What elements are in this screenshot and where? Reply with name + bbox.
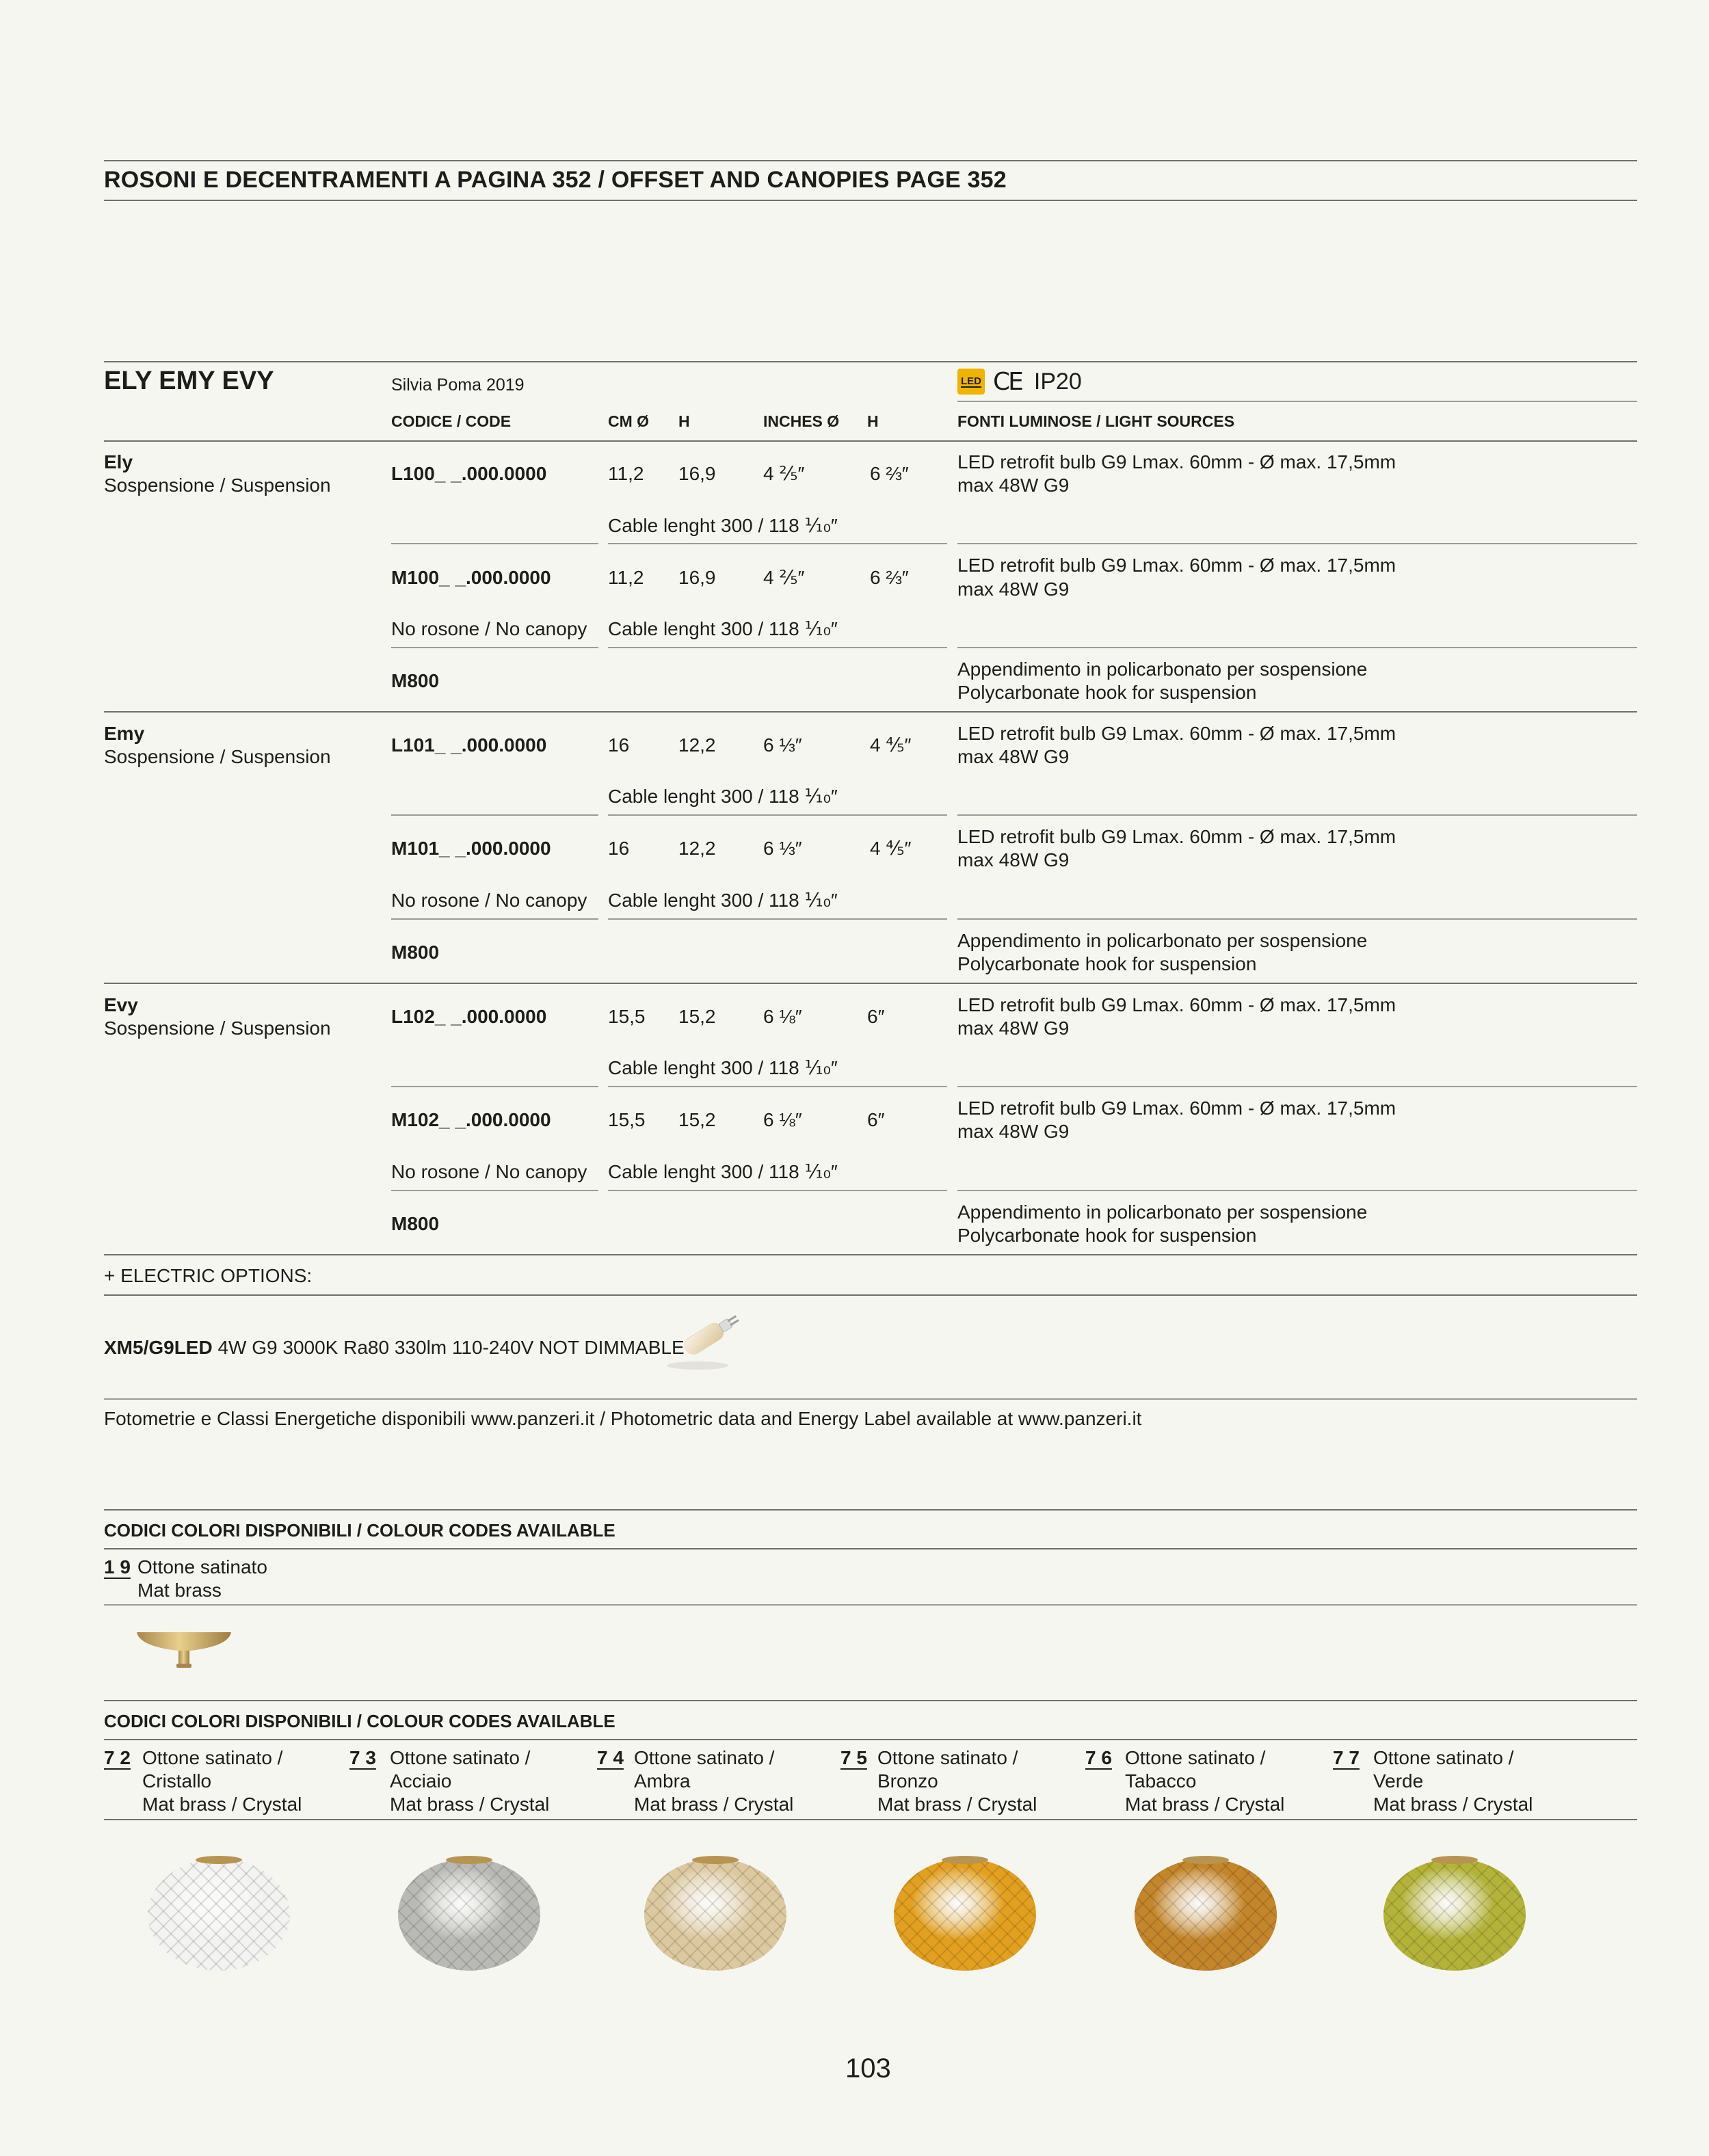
lamp-image-cristallo [144,1846,294,1980]
light-source: LED retrofit bulb G9 Lmax. 60mm - Ø max. 17,5mm [957,555,1396,576]
col-h-inches: H [867,412,879,430]
dim-h: 16,9 [678,567,716,588]
product-code: M800 [391,1213,440,1234]
hook-note: Appendimento in policarbonato per sospensione [957,1201,1368,1223]
dim-h: 16,9 [678,463,716,484]
colour-name-2: Acciaio [390,1770,452,1792]
group-name: Emy [104,723,145,744]
dim-h: 15,2 [678,1109,716,1130]
dim-in: 6 ⅓″ [763,838,802,859]
dim-in: 6 ⅛″ [763,1006,802,1027]
light-source-power: max 48W G9 [957,746,1070,767]
dim-h-in: 6 ⅔″ [870,463,909,484]
lamp-image-ambra [640,1846,791,1980]
product-code: L101_ _.000.0000 [391,734,547,756]
brass-canopy [1182,1856,1229,1864]
colour-name-2: Bronzo [877,1770,938,1792]
electric-option-code: XM5/G9LED [104,1337,213,1358]
dim-in: 4 ⅖″ [763,567,805,588]
light-source: LED retrofit bulb G9 Lmax. 60mm - Ø max. 17,5mm [957,1097,1396,1119]
colour-name: Ottone satinato / [1373,1747,1514,1768]
page-number: 103 [845,2053,891,2084]
colour-codes-heading: CODICI COLORI DISPONIBILI / COLOUR CODES AVAILABLE [104,1711,615,1731]
colour-code-number: 7 2 [104,1747,131,1768]
group-name: Ely [104,451,133,473]
hook-note: Appendimento in policarbonato per sospensione [957,930,1368,951]
light-source-power: max 48W G9 [957,578,1070,600]
dim-h: 15,2 [678,1006,716,1027]
colour-name: Ottone satinato [137,1556,267,1578]
lamp-image-tabacco [1130,1846,1281,1980]
dim-cm: 11,2 [608,463,644,484]
dim-h-in: 6″ [867,1109,885,1130]
no-canopy-note: No rosone / No canopy [391,618,587,639]
hook-note: Appendimento in policarbonato per sospensione [957,658,1368,680]
colour-codes-heading: CODICI COLORI DISPONIBILI / COLOUR CODES AVAILABLE [104,1520,615,1541]
dim-cm: 11,2 [608,567,644,588]
dim-in: 6 ⅛″ [763,1109,802,1130]
colour-name-2: Tabacco [1125,1770,1197,1792]
brass-canopy [942,1856,988,1864]
product-code: M100_ _.000.0000 [391,567,551,588]
no-canopy-note: No rosone / No canopy [391,890,587,911]
electric-option [104,1336,685,1359]
brass-canopy [692,1856,739,1864]
group-type: Sospensione / Suspension [104,1017,331,1039]
light-source-power: max 48W G9 [957,475,1070,496]
colour-name-en: Mat brass / Crystal [634,1794,794,1815]
colour-name: Ottone satinato / [877,1747,1018,1768]
colour-name-en: Mat brass / Crystal [390,1794,550,1815]
colour-name: Ottone satinato / [390,1747,531,1768]
product-code: M800 [391,670,440,691]
group-name: Evy [104,994,138,1015]
dim-h-in: 4 ⅘″ [870,838,912,859]
product-code: L100_ _.000.0000 [391,463,547,484]
dim-h-in: 6 ⅔″ [870,567,909,588]
col-cm: CM Ø [608,412,650,430]
designer: Silvia Poma 2019 [391,375,525,395]
colour-code-number: 1 9 [104,1556,131,1578]
colour-name: Ottone satinato / [634,1747,775,1768]
lamp-image-verde [1379,1846,1530,1980]
lamp-image-acciaio [394,1846,544,1980]
hook-note-en: Polycarbonate hook for suspension [957,953,1257,974]
product-code: M101_ _.000.0000 [391,838,551,859]
col-h: H [678,412,690,430]
light-source: LED retrofit bulb G9 Lmax. 60mm - Ø max. 17,5mm [957,826,1396,847]
lamp-image-bronzo [890,1846,1040,1980]
col-code: CODICE / CODE [391,412,512,430]
electric-options-label: + ELECTRIC OPTIONS: [104,1265,313,1286]
g9-led-bulb-image [650,1303,759,1378]
product-code: M102_ _.000.0000 [391,1109,551,1130]
brass-canopy [1431,1856,1478,1864]
dim-h: 12,2 [678,838,716,859]
product-name: ELY EMY EVY [104,367,274,395]
colour-name-en: Mat brass / Crystal [142,1794,302,1815]
colour-code-number: 7 7 [1333,1747,1360,1768]
dim-cm: 16 [608,734,630,756]
cable-length: Cable lenght 300 / 118 ⅒″ [608,618,838,639]
colour-name: Ottone satinato / [142,1747,283,1768]
colour-name-en: Mat brass / Crystal [1373,1794,1533,1815]
cert-led-label: LED [961,375,981,387]
light-source-power: max 48W G9 [957,849,1070,870]
ce-icon: CE [993,367,1022,396]
light-source-power: max 48W G9 [957,1017,1070,1039]
cable-length: Cable lenght 300 / 118 ⅒″ [608,515,838,536]
colour-code-number: 7 6 [1085,1747,1112,1768]
electric-option-desc: 4W G9 3000K Ra80 330lm 110-240V NOT DIMMABLE [212,1337,685,1358]
dim-in: 4 ⅖″ [763,463,805,484]
colour-name-2: Verde [1373,1770,1424,1792]
colour-name-2: Ambra [634,1770,691,1792]
dim-h-in: 6″ [867,1006,885,1027]
col-inches: INCHES Ø [763,412,840,430]
dim-h: 12,2 [678,734,716,756]
dim-cm: 15,5 [608,1006,646,1027]
photometric-note: Fotometrie e Classi Energetiche disponibili www.panzeri.it / Photometric data and Energy Label available at www.panzeri.it [104,1408,1142,1429]
section-title: ROSONI E DECENTRAMENTI A PAGINA 352 / OFFSET AND CANOPIES PAGE 352 [104,167,1007,193]
mat-brass-canopy-swatch [135,1631,233,1672]
colour-name-2: Cristallo [142,1770,212,1792]
light-source: LED retrofit bulb G9 Lmax. 60mm - Ø max. 17,5mm [957,451,1396,473]
dim-cm: 16 [608,838,630,859]
cable-length: Cable lenght 300 / 118 ⅒″ [608,1161,838,1182]
colour-name-en: Mat brass [137,1580,222,1601]
group-type: Sospensione / Suspension [104,475,331,496]
hook-note-en: Polycarbonate hook for suspension [957,682,1257,703]
brass-canopy [446,1856,492,1864]
product-code: M800 [391,942,440,963]
certifications [957,368,1082,395]
colour-name-en: Mat brass / Crystal [1125,1794,1285,1815]
hook-note-en: Polycarbonate hook for suspension [957,1225,1257,1246]
light-source: LED retrofit bulb G9 Lmax. 60mm - Ø max. 17,5mm [957,994,1396,1015]
dim-cm: 15,5 [608,1109,646,1130]
light-source-power: max 48W G9 [957,1121,1070,1142]
no-canopy-note: No rosone / No canopy [391,1161,587,1182]
dim-h-in: 4 ⅘″ [870,734,912,756]
light-source: LED retrofit bulb G9 Lmax. 60mm - Ø max. 17,5mm [957,723,1396,744]
col-light-sources: FONTI LUMINOSE / LIGHT SOURCES [957,412,1235,430]
colour-code-number: 7 4 [597,1747,624,1768]
brass-canopy [196,1856,242,1864]
ip-rating: IP20 [1033,368,1082,395]
product-code: L102_ _.000.0000 [391,1006,547,1027]
colour-code-number: 7 5 [840,1747,867,1768]
colour-code-number: 7 3 [349,1747,376,1768]
group-type: Sospensione / Suspension [104,746,331,767]
cable-length: Cable lenght 300 / 118 ⅒″ [608,1057,838,1078]
colour-name-en: Mat brass / Crystal [877,1794,1037,1815]
colour-name: Ottone satinato / [1125,1747,1266,1768]
led-icon [957,369,985,395]
cable-length: Cable lenght 300 / 118 ⅒″ [608,890,838,911]
dim-in: 6 ⅓″ [763,734,802,756]
cable-length: Cable lenght 300 / 118 ⅒″ [608,786,838,807]
